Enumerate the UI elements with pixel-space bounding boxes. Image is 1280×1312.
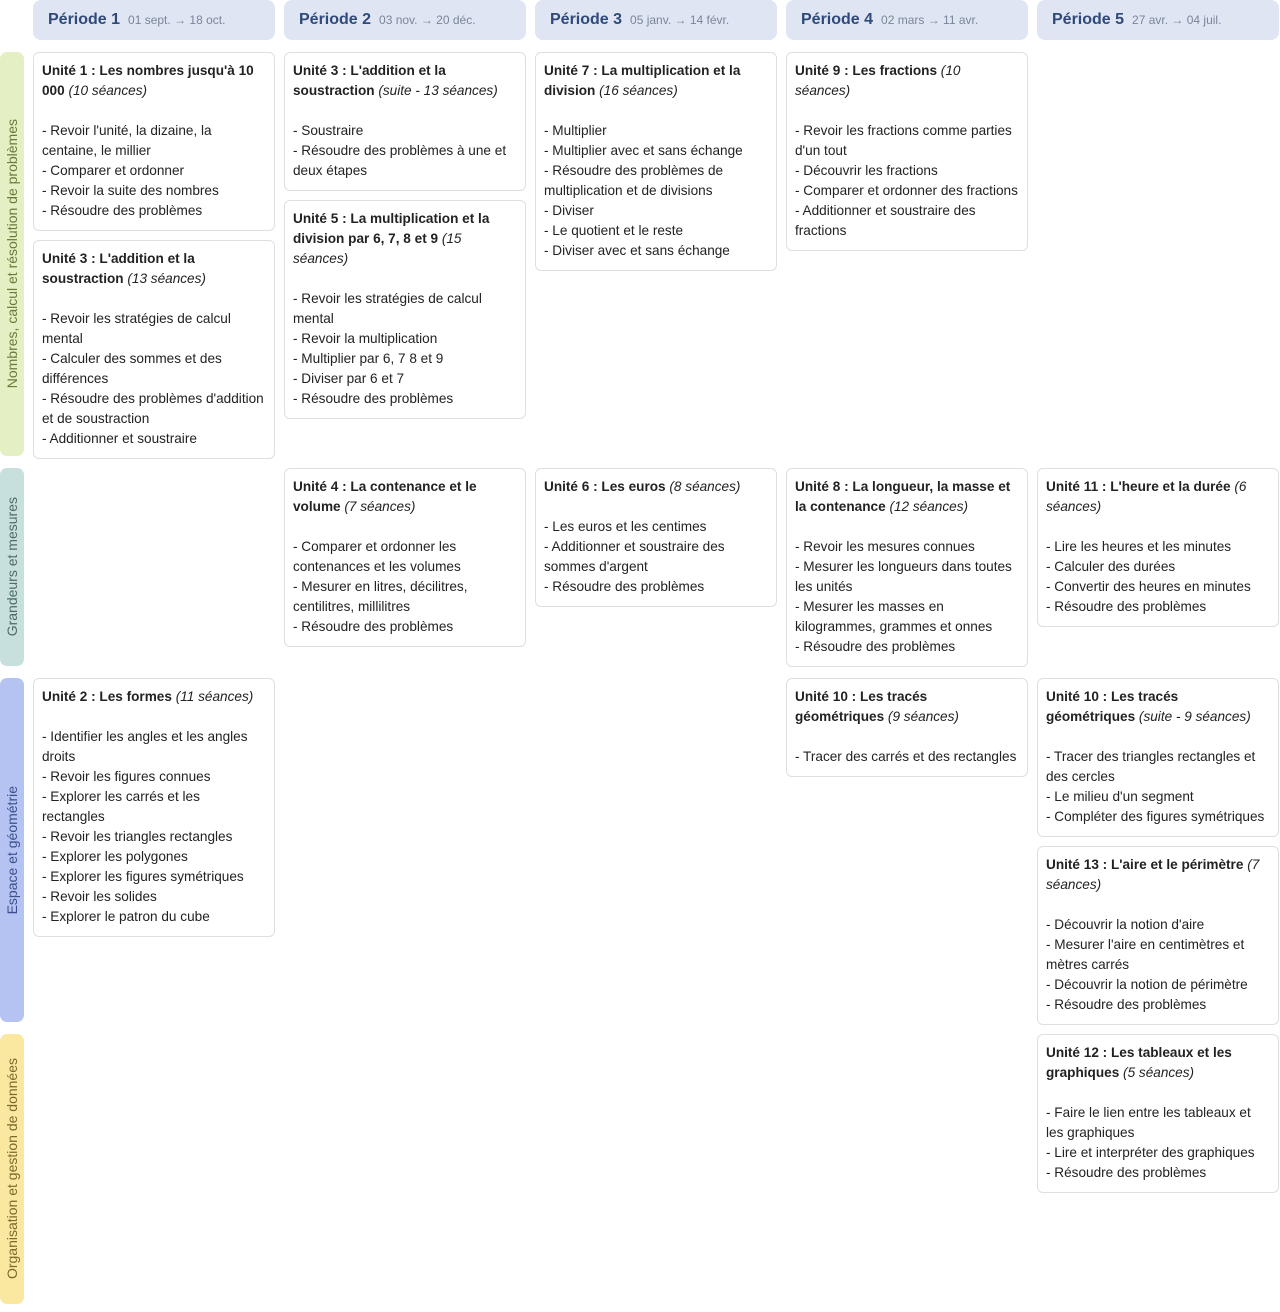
objective-item: - Additionner et soustraire des fractions [795,203,976,238]
period-cell [1037,678,1279,1022]
objective-item: - Découvrir la notion de périmètre [1046,977,1248,992]
objective-item: - Revoir les fractions comme parties d'un tout [795,123,1012,158]
period-name: Période 1 [48,11,121,28]
unit-card[interactable] [786,678,1028,777]
period-cell [786,468,1028,666]
objective-item: - Explorer les figures symétriques [42,869,244,884]
objective-item: - Revoir la multiplication [293,331,438,346]
unit-title-line [293,477,517,517]
unit-title: Unité 4 : La contenance et le volume [293,479,477,514]
objective-item: - Diviser avec et sans échange [544,243,730,258]
period-header[interactable] [1037,0,1279,40]
unit-title: Unité 10 : Les tracés géométriques [795,689,928,724]
domain-label-text: Nombres, calcul et résolution de problèmes [4,119,20,389]
period-cell [535,1034,777,1304]
objective-item: - Revoir les stratégies de calcul mental [42,311,231,346]
objective-item: - Revoir la suite des nombres [42,183,219,198]
period-dates: 05 janv. → 14 févr. [630,13,730,27]
objective-item: - Résoudre des problèmes [1046,599,1207,614]
unit-title: Unité 7 : La multiplication et la division [544,63,741,98]
unit-title: Unité 9 : Les fractions [795,63,938,78]
period-name: Période 4 [801,11,874,28]
unit-title: Unité 6 : Les euros [544,479,666,494]
period-cell [535,678,777,1022]
unit-objectives [293,537,517,637]
period-header[interactable] [33,0,275,40]
unit-title-line [795,687,1019,727]
unit-sessions: (7 séances) [1046,857,1260,892]
objective-item: - Le quotient et le reste [544,223,684,238]
objective-item: - Mesurer les masses en kilogrammes, grammes et onnes [795,599,993,634]
unit-card[interactable] [1037,468,1279,627]
objective-item: - Résoudre des problèmes à une et deux étapes [293,143,507,178]
period-cell [535,468,777,666]
unit-sessions: (10 séances) [68,83,148,98]
unit-sessions: (5 séances) [1123,1065,1195,1080]
period-cell [284,1034,526,1304]
unit-sessions: (suite - 9 séances) [1138,709,1251,724]
unit-objectives [1046,747,1270,827]
period-cell [33,1034,275,1304]
unit-sessions: (9 séances) [887,709,959,724]
unit-title: Unité 13 : L'aire et le périmètre [1046,857,1244,872]
objective-item: - Résoudre des problèmes [1046,997,1207,1012]
unit-objectives [293,289,517,409]
unit-title-line [795,61,1019,101]
objective-item: - Comparer et ordonner des fractions [795,183,1018,198]
unit-card[interactable] [786,468,1028,667]
objective-item: - Résoudre des problèmes de multiplication et de divisions [544,163,724,198]
unit-title-line [1046,687,1270,727]
unit-card[interactable] [33,240,275,459]
unit-objectives [795,121,1019,241]
unit-objectives [1046,537,1270,617]
period-cell [284,468,526,666]
objective-item: - Soustraire [293,123,364,138]
domain-label [0,1034,24,1304]
unit-card[interactable] [33,678,275,937]
objective-item: - Diviser par 6 et 7 [293,371,405,386]
unit-card[interactable] [786,52,1028,251]
objective-item: - Additionner et soustraire [42,431,197,446]
unit-objectives [795,747,1019,767]
objective-item: - Comparer et ordonner les contenances et les volumes [293,539,461,574]
unit-sessions: (6 séances) [1046,479,1247,514]
objective-item: - Résoudre des problèmes [42,203,203,218]
unit-title-line [795,477,1019,517]
unit-card[interactable] [284,52,526,191]
unit-card[interactable] [33,52,275,231]
objective-item: - Les euros et les centimes [544,519,707,534]
objective-item: - Revoir les figures connues [42,769,211,784]
objective-item: - Explorer les carrés et les rectangles [42,789,200,824]
objective-item: - Revoir les mesures connues [795,539,975,554]
objective-item: - Comparer et ordonner [42,163,185,178]
objective-item: - Multiplier [544,123,607,138]
unit-objectives [795,537,1019,657]
objective-item: - Diviser [544,203,594,218]
objective-item: - Résoudre des problèmes [293,391,454,406]
unit-title-line [544,477,768,497]
unit-card[interactable] [1037,846,1279,1025]
objective-item: - Calculer des sommes et des différences [42,351,222,386]
period-cell [786,678,1028,1022]
unit-title-line [544,61,768,101]
domain-label-text: Espace et géométrie [4,785,20,915]
domain-label [0,52,24,456]
unit-objectives [42,121,266,221]
period-header[interactable] [786,0,1028,40]
period-cell [284,52,526,456]
period-name: Période 5 [1052,11,1125,28]
period-cell [786,52,1028,456]
objective-item: - Résoudre des problèmes [544,579,705,594]
objective-item: - Mesurer en litres, décilitres, centilitres, millilitres [293,579,468,614]
unit-objectives [1046,1103,1270,1183]
unit-title: Unité 2 : Les formes [42,689,172,704]
objective-item: - Multiplier avec et sans échange [544,143,743,158]
objective-item: - Tracer des carrés et des rectangles [795,749,1017,764]
unit-title-line [42,249,266,289]
objective-item: - Revoir les triangles rectangles [42,829,233,844]
unit-card[interactable] [1037,678,1279,837]
objective-item: - Multiplier par 6, 7 8 et 9 [293,351,444,366]
period-cell [1037,1034,1279,1304]
objective-item: - Résoudre des problèmes [293,619,454,634]
unit-title: Unité 8 : La longueur, la masse et la contenance [795,479,1011,514]
unit-title-line [42,687,266,707]
unit-title: Unité 1 : Les nombres jusqu'à 10 000 [42,63,254,98]
objective-item: - Résoudre des problèmes [795,639,956,654]
objective-item: - Identifier les angles et les angles droits [42,729,248,764]
objective-item: - Convertir des heures en minutes [1046,579,1251,594]
period-dates: 01 sept. → 18 oct. [128,13,226,27]
unit-objectives [293,121,517,181]
period-cell [33,678,275,1022]
unit-card[interactable] [535,52,777,271]
unit-card[interactable] [535,468,777,607]
unit-title-line [1046,1043,1270,1083]
objective-item: - Lire et interpréter des graphiques [1046,1145,1255,1160]
unit-card[interactable] [1037,1034,1279,1193]
unit-title: Unité 3 : L'addition et la soustraction [293,63,446,98]
objective-item: - Revoir les stratégies de calcul mental [293,291,482,326]
period-name: Période 2 [299,11,372,28]
unit-card[interactable] [284,200,526,419]
domain-label [0,468,24,666]
unit-title: Unité 12 : Les tableaux et les graphiques [1046,1045,1232,1080]
objective-item: - Revoir les solides [42,889,157,904]
unit-objectives [544,517,768,597]
period-cell [33,52,275,456]
unit-title-line [293,209,517,269]
unit-sessions: (16 séances) [599,83,678,98]
period-dates: 27 avr. → 04 juil. [1132,13,1222,27]
objective-item: - Tracer des triangles rectangles et des cercles [1046,749,1256,784]
objective-item: - Découvrir les fractions [795,163,938,178]
unit-sessions: (15 séances) [293,231,462,266]
objective-item: - Découvrir la notion d'aire [1046,917,1205,932]
objective-item: - Additionner et soustraire des sommes d'argent [544,539,725,574]
objective-item: - Calculer des durées [1046,559,1176,574]
domain-label-text: Organisation et gestion de données [4,1058,20,1280]
objective-item: - Explorer les polygones [42,849,188,864]
unit-title: Unité 11 : L'heure et la durée [1046,479,1231,494]
unit-sessions: (11 séances) [175,689,254,704]
unit-sessions: (10 séances) [795,63,961,98]
unit-sessions: (12 séances) [889,499,969,514]
unit-card[interactable] [284,468,526,647]
unit-title-line [293,61,517,101]
period-cell [1037,468,1279,666]
period-dates: 02 mars → 11 avr. [881,13,979,27]
period-cell [535,52,777,456]
period-name: Période 3 [550,11,623,28]
unit-title-line [1046,855,1270,895]
objective-item: - Mesurer les longueurs dans toutes les unités [795,559,1012,594]
objective-item: - Compléter des figures symétriques [1046,809,1265,824]
objective-item: - Faire le lien entre les tableaux et les graphiques [1046,1105,1251,1140]
objective-item: - Explorer le patron du cube [42,909,210,924]
objective-item: - Résoudre des problèmes d'addition et de soustraction [42,391,264,426]
unit-title: Unité 3 : L'addition et la soustraction [42,251,195,286]
objective-item: - Lire les heures et les minutes [1046,539,1232,554]
unit-sessions: (8 séances) [669,479,741,494]
period-cell [1037,52,1279,456]
unit-title: Unité 10 : Les tracés géométriques [1046,689,1179,724]
period-dates: 03 nov. → 20 déc. [379,13,476,27]
domain-label [0,678,24,1022]
period-header[interactable] [535,0,777,40]
unit-objectives [42,727,266,927]
unit-sessions: (13 séances) [127,271,206,286]
unit-objectives [42,309,266,449]
unit-title-line [1046,477,1270,517]
period-cell [284,678,526,1022]
unit-title-line [42,61,266,101]
unit-title: Unité 5 : La multiplication et la division par 6, 7, 8 et 9 [293,211,490,246]
unit-objectives [544,121,768,261]
period-header[interactable] [284,0,526,40]
corner-spacer [0,0,24,40]
objective-item: - Revoir l'unité, la dizaine, la centaine, le millier [42,123,212,158]
period-cell [786,1034,1028,1304]
unit-sessions: (7 séances) [344,499,416,514]
unit-objectives [1046,915,1270,1015]
objective-item: - Le milieu d'un segment [1046,789,1194,804]
unit-sessions: (suite - 13 séances) [378,83,498,98]
objective-item: - Résoudre des problèmes [1046,1165,1207,1180]
objective-item: - Mesurer l'aire en centimètres et mètres carrés [1046,937,1245,972]
domain-label-text: Grandeurs et mesures [4,497,20,637]
period-cell [33,468,275,666]
